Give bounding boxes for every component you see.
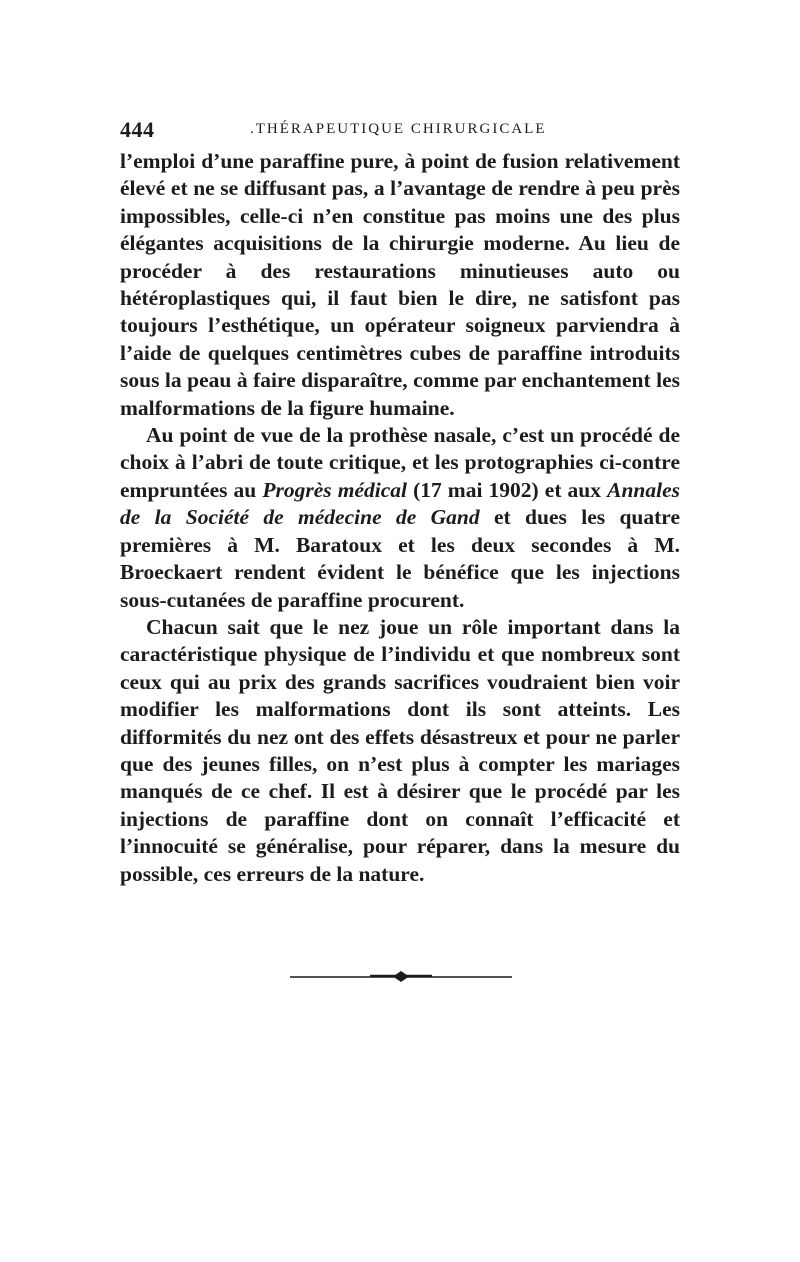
body-text <box>120 148 680 888</box>
journal-title-annales: Annales de la Société de médecine de Gand <box>120 477 680 530</box>
ornament-svg <box>290 968 512 984</box>
paragraph-2-text-a: Au point de vue de la prothèse nasale, c’est un procédé de choix à l’abri de toute critique, et les protographies ci-contre empruntées au <box>120 423 680 502</box>
page-header <box>120 117 680 141</box>
paragraph-1: l’emploi d’une paraffine pure, à point de fusion relativement élevé et ne se diffusant pas, a l’avantage de rendre à peu près impossibles, celle-ci n’en constitue pas moins une des plus élégantes acquisitions de la chirurgie moderne. Au lieu de procéder à des restaurations minutieuses auto ou hétéroplastiques qui, il faut bien le dire, ne satisfont pas toujours l’esthétique, un opérateur soigneux parviendra à l’aide de quelques centimètres cubes de paraffine introduits sous la peau à faire disparaître, comme par enchantement les malformations de la figure humaine. <box>120 149 680 420</box>
page-number: 444 <box>120 117 155 142</box>
running-head: .THÉRAPEUTIQUE CHIRURGICALE <box>250 121 547 137</box>
paragraph-2-text-c: et dues les quatre premières à M. Baratoux et les deux secondes à M. Broeckaert rendent évident le bénéfice que les injections sous-cutanées de paraffine procurent. <box>120 505 680 612</box>
paragraph-2 <box>120 422 680 614</box>
paragraph-2-text-b: (17 mai 1902) et aux <box>406 477 608 502</box>
paragraph-3: Chacun sait que le nez joue un rôle important dans la caractéristique physique de l’individu et que nombreux sont ceux qui au prix des grands sacrifices voudraient bien voir modifier les malformations dont ils sont atteints. Les difformités du nez ont des effets désastreux et pour ne parler que des jeunes filles, on n’est plus à compter les mariages manqués de ce chef. Il est à désirer que le procédé par les injections de paraffine dont on connaît l’efficacité et l’innocuité se généralise, pour réparer, dans la mesure du possible, ces erreurs de la nature. <box>120 614 680 886</box>
diamond-rule-ornament-icon <box>290 968 512 984</box>
journal-title-progres-medical: Progrès médical <box>262 477 407 502</box>
